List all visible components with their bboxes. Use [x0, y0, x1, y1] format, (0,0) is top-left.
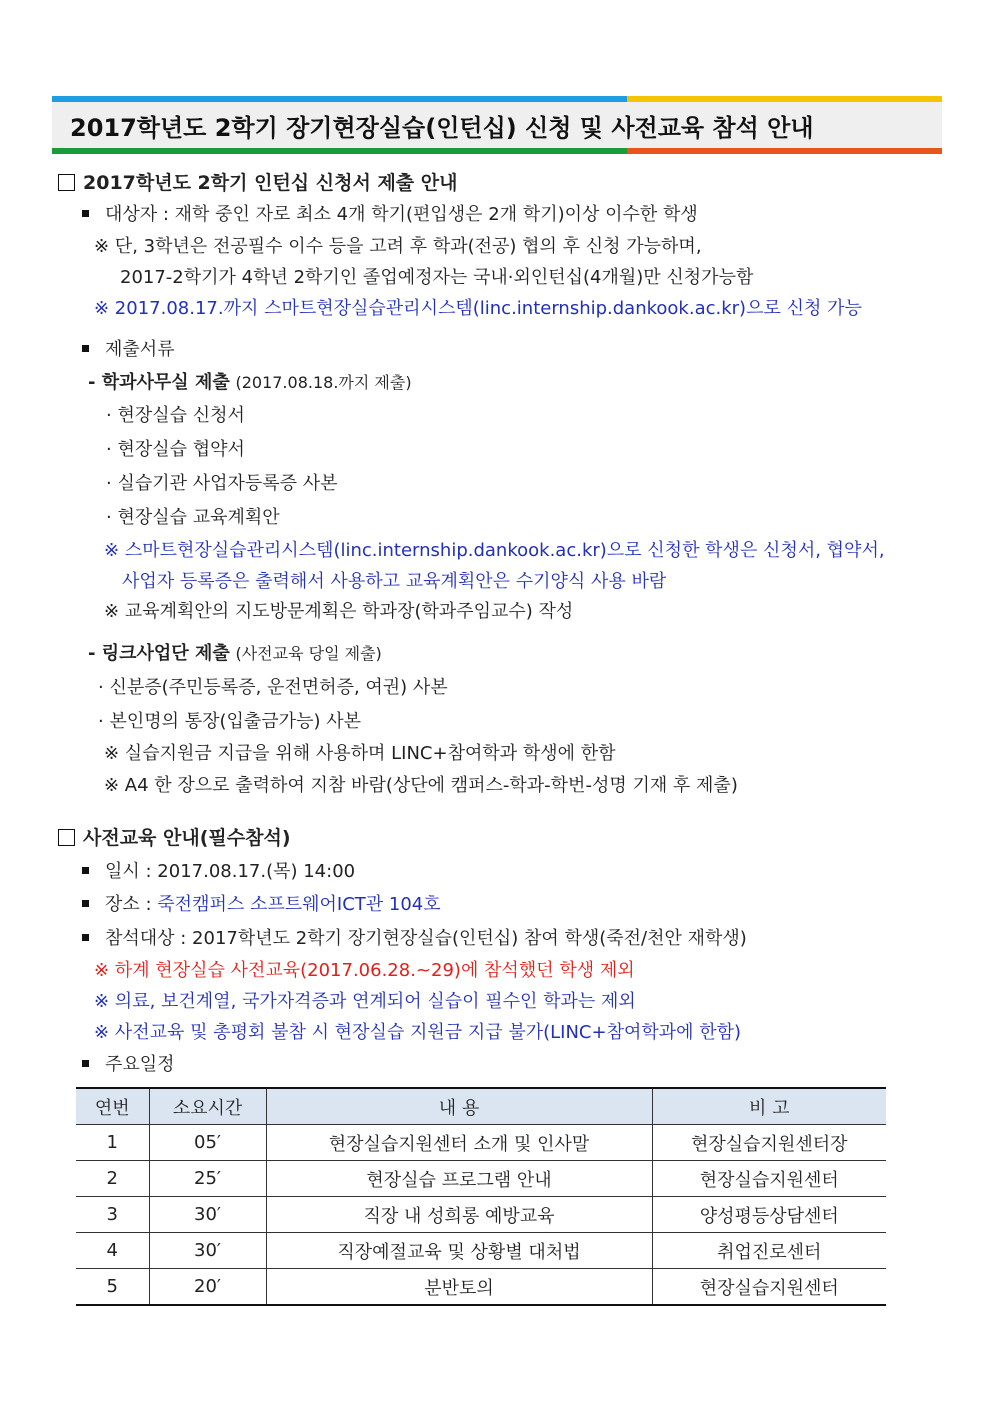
table-cell: 30′ [149, 1197, 266, 1233]
note-line: ※ A4 한 장으로 출력하여 지참 바람(상단에 캠퍼스-학과-학번-성명 기재 후 제출) [104, 775, 738, 796]
square-bullet-icon [82, 210, 89, 217]
table-cell: 취업진로센터 [652, 1233, 886, 1269]
square-bullet-icon [82, 934, 89, 941]
column-header: 소요시간 [149, 1088, 266, 1125]
table-cell: 현장실습지원센터 [652, 1269, 886, 1306]
square-bullet-icon [82, 345, 89, 352]
table-header-row [76, 1088, 886, 1125]
table-cell: 5 [76, 1269, 149, 1306]
note-line: 2017-2학기가 4학년 2학기인 졸업예정자는 국내·외인턴십(4개월)만 신청가능함 [120, 267, 754, 288]
note-line: ※ 실습지원금 지급을 위해 사용하며 LINC+참여학과 학생에 한함 [104, 743, 616, 764]
note-line: ※ 의료, 보건계열, 국가자격증과 연계되어 실습이 필수인 학과는 제외 [94, 991, 636, 1012]
target-line: 대상자 : 재학 중인 자로 최소 4개 학기(편입생은 2개 학기)이상 이수한 학생 [82, 204, 698, 226]
place-line: 장소 : 죽전캠퍼스 소프트웨어ICT관 104호 [82, 894, 441, 916]
table-row [76, 1161, 886, 1197]
schedule-table [76, 1087, 886, 1306]
square-bullet-icon [82, 1060, 89, 1067]
column-header: 비 고 [652, 1088, 886, 1125]
table-cell: 05′ [149, 1125, 266, 1161]
linc-submit-line: - 링크사업단 제출 (사전교육 당일 제출) [88, 643, 382, 664]
column-header: 연번 [76, 1088, 149, 1125]
list-item: · 현장실습 교육계획안 [106, 507, 280, 528]
table-cell: 25′ [149, 1161, 266, 1197]
list-item: · 신분증(주민등록증, 운전면허증, 여권) 사본 [98, 677, 448, 698]
square-bullet-icon [82, 867, 89, 874]
docs-label: 제출서류 [82, 339, 175, 361]
note-line: 사업자 등록증은 출력해서 사용하고 교육계획안은 수기양식 사용 바람 [122, 571, 667, 592]
note-line: ※ 스마트현장실습관리시스템(linc.internship.dankook.ac.kr)으로 신청한 학생은 신청서, 협약서, [104, 540, 885, 561]
checkbox-icon [58, 174, 75, 191]
page-title: 2017학년도 2학기 장기현장실습(인턴십) 신청 및 사전교육 참석 안내 [70, 114, 814, 142]
note-line: ※ 단, 3학년은 전공필수 이수 등을 고려 후 학과(전공) 협의 후 신청 가능하며, [94, 236, 702, 257]
table-cell: 현장실습지원센터장 [652, 1125, 886, 1161]
table-cell: 직장 내 성희롱 예방교육 [266, 1197, 652, 1233]
list-item: · 현장실습 신청서 [106, 405, 245, 426]
section1-heading: 2017학년도 2학기 인턴십 신청서 제출 안내 [58, 172, 458, 194]
table-cell: 직장예절교육 및 상황별 대처법 [266, 1233, 652, 1269]
table-cell: 분반토의 [266, 1269, 652, 1306]
table-row [76, 1197, 886, 1233]
attendees-line: 참석대상 : 2017학년도 2학기 장기현장실습(인턴십) 참여 학생(죽전/천안 재학생) [82, 928, 747, 950]
checkbox-icon [58, 829, 75, 846]
table-cell: 3 [76, 1197, 149, 1233]
header-bar-green [52, 148, 627, 154]
schedule-label: 주요일정 [82, 1054, 175, 1076]
list-item: · 현장실습 협약서 [106, 439, 245, 460]
square-bullet-icon [82, 900, 89, 907]
table-cell: 30′ [149, 1233, 266, 1269]
date-line: 일시 : 2017.08.17.(목) 14:00 [82, 861, 355, 883]
table-row [76, 1269, 886, 1306]
table-cell: 현장실습지원센터 소개 및 인사말 [266, 1125, 652, 1161]
note-line: ※ 하계 현장실습 사전교육(2017.06.28.~29)에 참석했던 학생 제외 [94, 960, 635, 981]
dept-submit-line: - 학과사무실 제출 (2017.08.18.까지 제출) [88, 372, 412, 393]
table-cell: 4 [76, 1233, 149, 1269]
table-cell: 2 [76, 1161, 149, 1197]
note-line: ※ 2017.08.17.까지 스마트현장실습관리시스템(linc.internship.dankook.ac.kr)으로 신청 가능 [94, 298, 862, 319]
note-line: ※ 사전교육 및 총평회 불참 시 현장실습 지원금 지급 불가(LINC+참여학과에 한함) [94, 1022, 742, 1043]
table-cell: 양성평등상담센터 [652, 1197, 886, 1233]
header-bar-orange [627, 148, 942, 154]
table-row [76, 1233, 886, 1269]
table-row [76, 1125, 886, 1161]
table-cell: 현장실습지원센터 [652, 1161, 886, 1197]
list-item: · 본인명의 통장(입출금가능) 사본 [98, 711, 361, 732]
table-cell: 현장실습 프로그램 안내 [266, 1161, 652, 1197]
column-header: 내 용 [266, 1088, 652, 1125]
table-cell: 1 [76, 1125, 149, 1161]
section2-heading: 사전교육 안내(필수참석) [58, 827, 291, 849]
note-line: ※ 교육계획안의 지도방문계획은 학과장(학과주임교수) 작성 [104, 601, 574, 622]
table-cell: 20′ [149, 1269, 266, 1306]
list-item: · 실습기관 사업자등록증 사본 [106, 473, 338, 494]
